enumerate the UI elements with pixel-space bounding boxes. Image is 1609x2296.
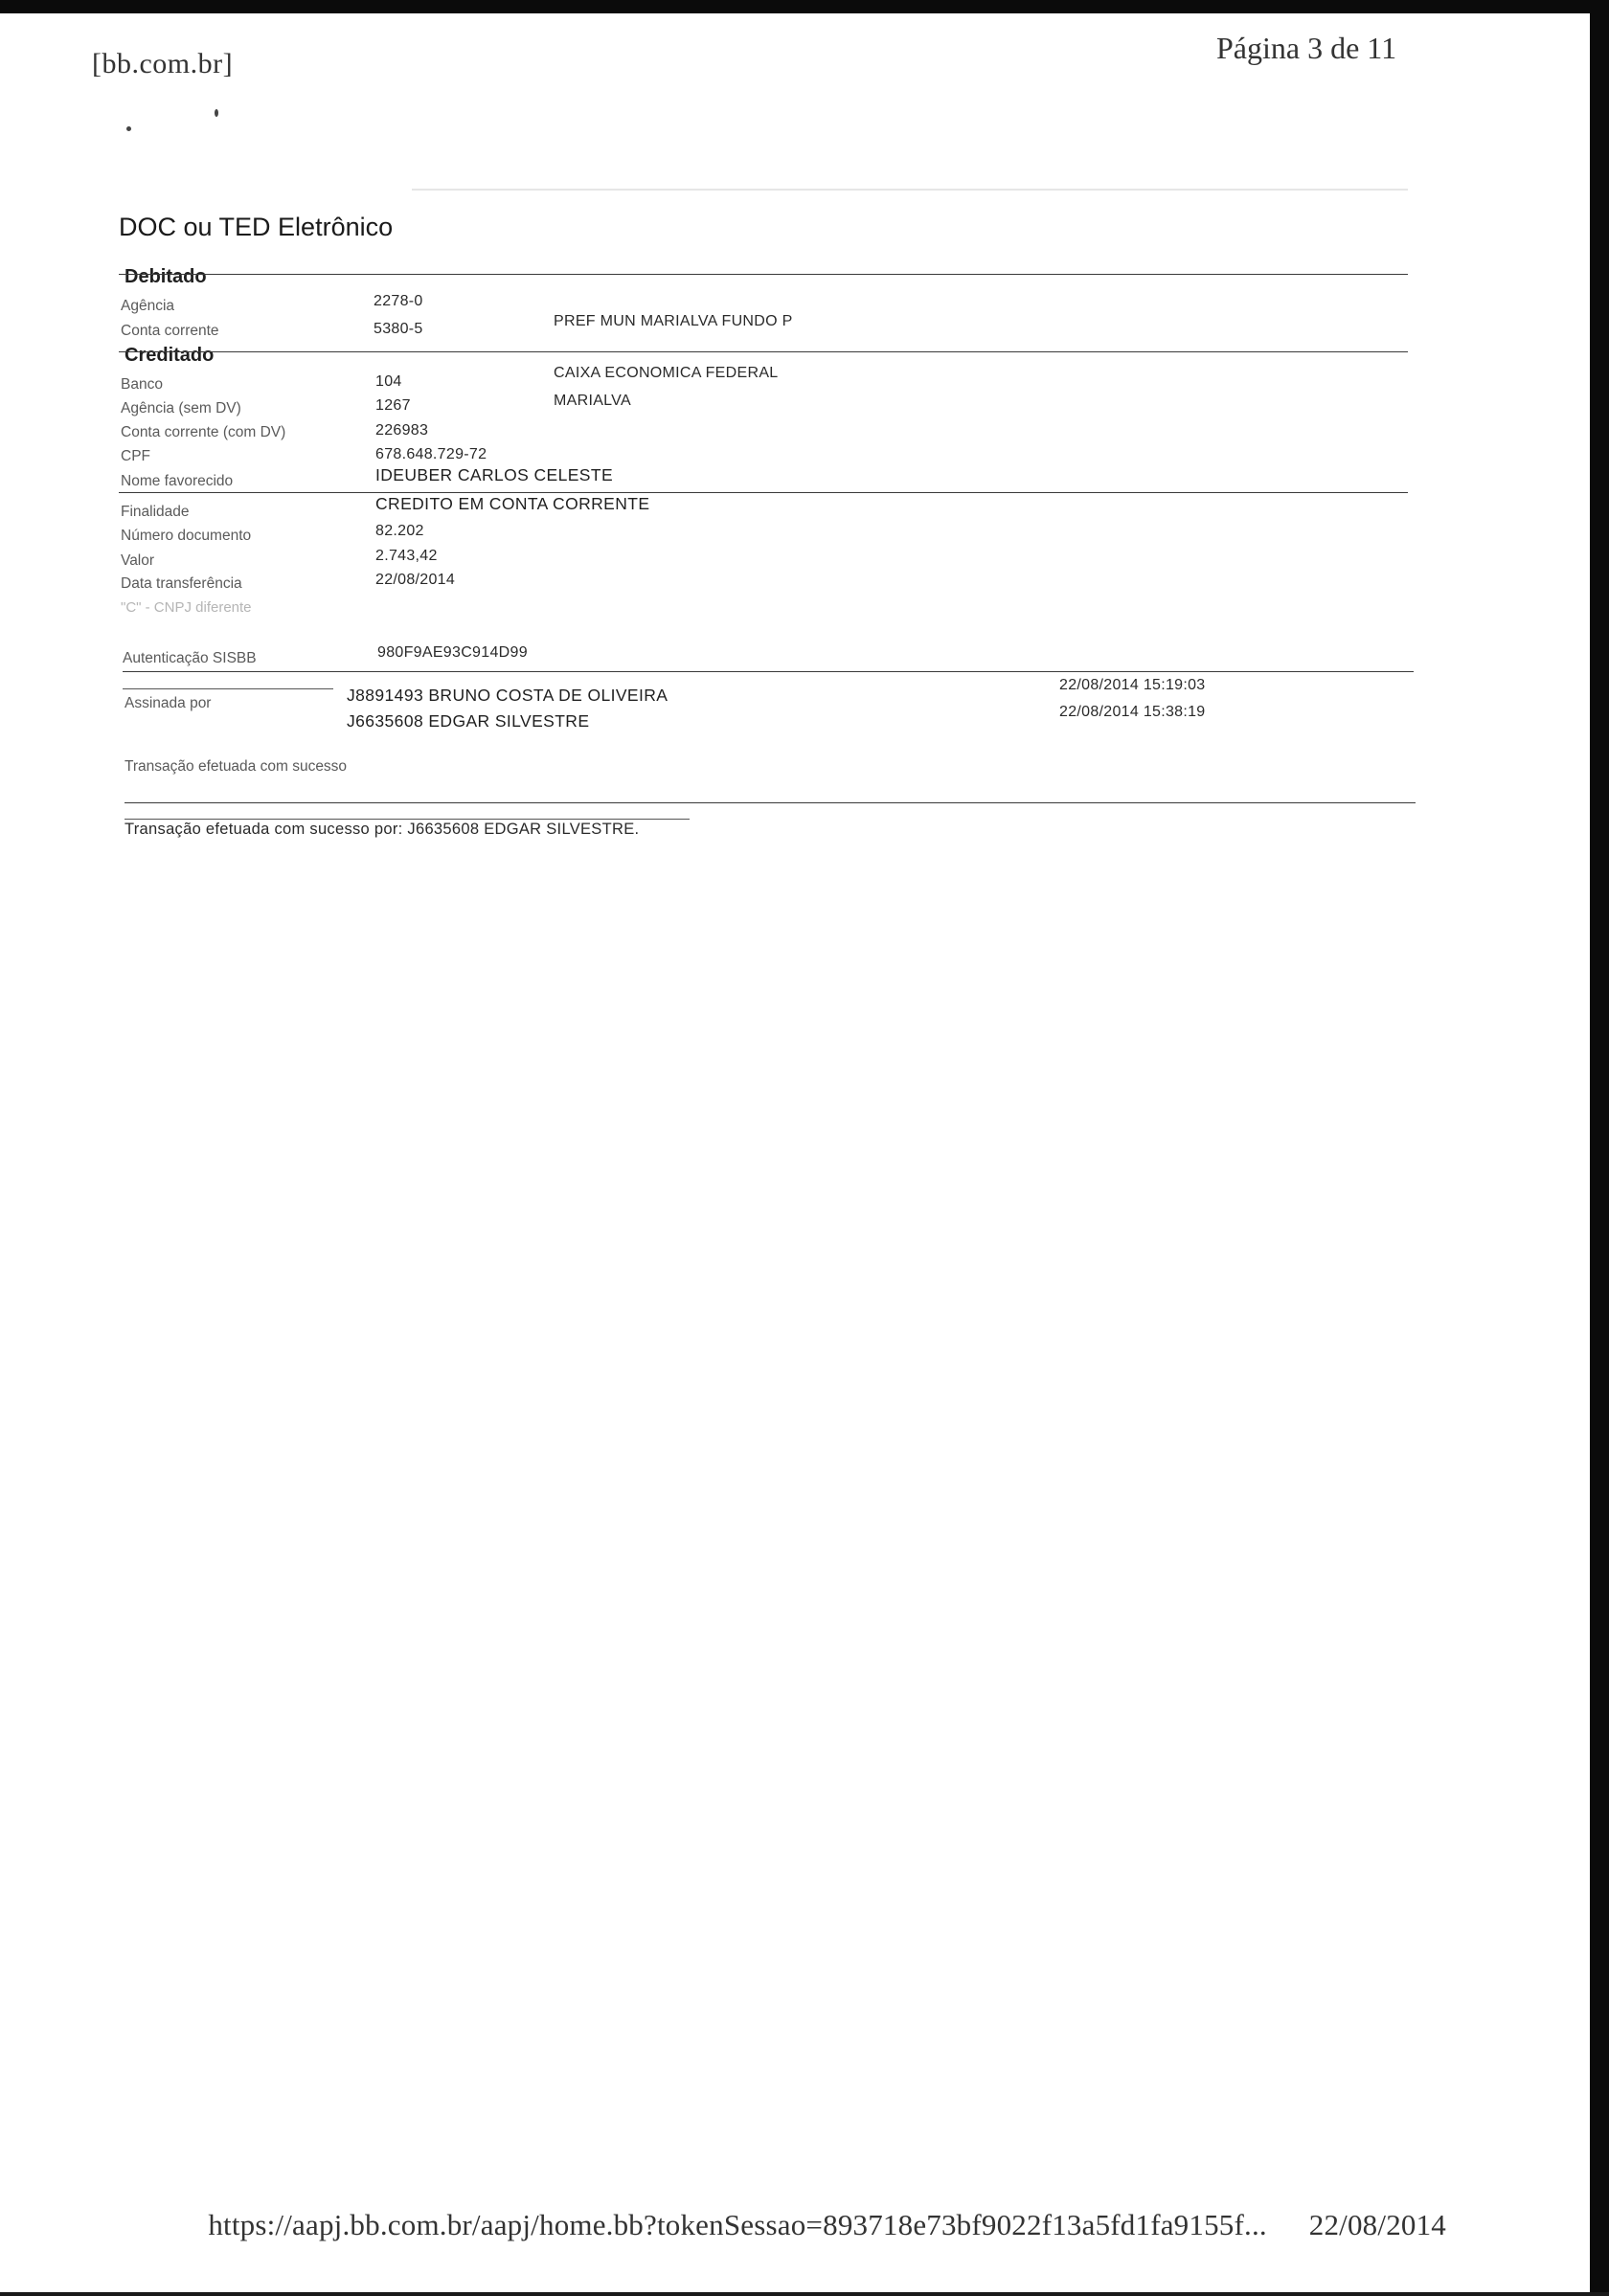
value-autenticacao: 980F9AE93C914D99 — [377, 644, 528, 661]
scan-border-top — [0, 0, 1609, 13]
value-data-transferencia: 22/08/2014 — [375, 572, 456, 588]
signer-datetime: 22/08/2014 15:19:03 — [1059, 677, 1206, 693]
section-divider — [125, 819, 690, 820]
value-finalidade: CREDITO EM CONTA CORRENTE — [375, 494, 650, 513]
section-debitado-heading: Debitado — [125, 266, 207, 287]
print-header-site: [bb.com.br] — [92, 48, 234, 79]
label-assinada-por: Assinada por — [125, 695, 212, 711]
print-footer-date: 22/08/2014 — [1308, 2208, 1446, 2241]
page-title: DOC ou TED Eletrônico — [119, 213, 394, 241]
label-conta-debito: Conta corrente — [121, 323, 219, 339]
label-numero-documento: Número documento — [121, 528, 252, 544]
label-cpf: CPF — [121, 448, 150, 464]
header-band — [412, 189, 1408, 191]
section-divider — [119, 492, 1408, 493]
value-cpf: 678.648.729-72 — [375, 446, 487, 462]
value-banco-nome: CAIXA ECONOMICA FEDERAL — [554, 365, 779, 381]
scan-border-right — [1590, 0, 1609, 2296]
section-divider — [123, 671, 1414, 672]
print-footer-url: https://aapj.bb.com.br/aapj/home.bb?tokenSessao=893718e73bf9022f13a5fd1fa9155f... — [208, 2208, 1267, 2241]
label-agencia-credito: Agência (sem DV) — [121, 400, 241, 416]
value-favorecido: IDEUBER CARLOS CELESTE — [375, 465, 614, 484]
label-conta-credito: Conta corrente (com DV) — [121, 424, 286, 440]
value-valor: 2.743,42 — [375, 548, 438, 564]
section-creditado-heading: Creditado — [125, 345, 215, 366]
label-agencia-debito: Agência — [121, 298, 175, 314]
scan-speck — [126, 126, 131, 131]
note-cnpj: "C" - CNPJ diferente — [121, 599, 252, 616]
label-valor: Valor — [121, 552, 155, 569]
signer-datetime: 22/08/2014 15:38:19 — [1059, 704, 1206, 720]
value-agencia-nome: MARIALVA — [554, 393, 631, 409]
value-conta-credito: 226983 — [375, 422, 429, 439]
value-banco: 104 — [375, 373, 402, 390]
section-divider — [119, 274, 1408, 275]
label-autenticacao: Autenticação SISBB — [123, 650, 257, 666]
signer-name: J8891493 BRUNO COSTA DE OLIVEIRA — [347, 686, 669, 705]
value-numero-documento: 82.202 — [375, 523, 424, 539]
section-divider — [119, 351, 1408, 352]
label-favorecido: Nome favorecido — [121, 473, 234, 489]
scan-border-bottom — [0, 2292, 1609, 2296]
signer-name: J6635608 EDGAR SILVESTRE — [347, 711, 590, 731]
label-finalidade: Finalidade — [121, 504, 190, 520]
scan-speck — [215, 109, 218, 117]
value-conta-debito: 5380-5 — [374, 321, 423, 337]
print-footer — [208, 2208, 1446, 2242]
value-titular-debito: PREF MUN MARIALVA FUNDO P — [554, 313, 793, 329]
value-agencia-credito: 1267 — [375, 397, 411, 414]
label-data-transferencia: Data transferência — [121, 575, 242, 592]
print-header-page-indicator: Página 3 de 11 — [1216, 31, 1397, 65]
value-agencia-debito: 2278-0 — [374, 293, 423, 309]
status-footer-message: Transação efetuada com sucesso por: J6635608 EDGAR SILVESTRE. — [125, 821, 640, 838]
section-divider — [123, 688, 333, 689]
status-message: Transação efetuada com sucesso — [125, 758, 348, 775]
section-divider — [125, 802, 1416, 803]
label-banco: Banco — [121, 376, 163, 393]
